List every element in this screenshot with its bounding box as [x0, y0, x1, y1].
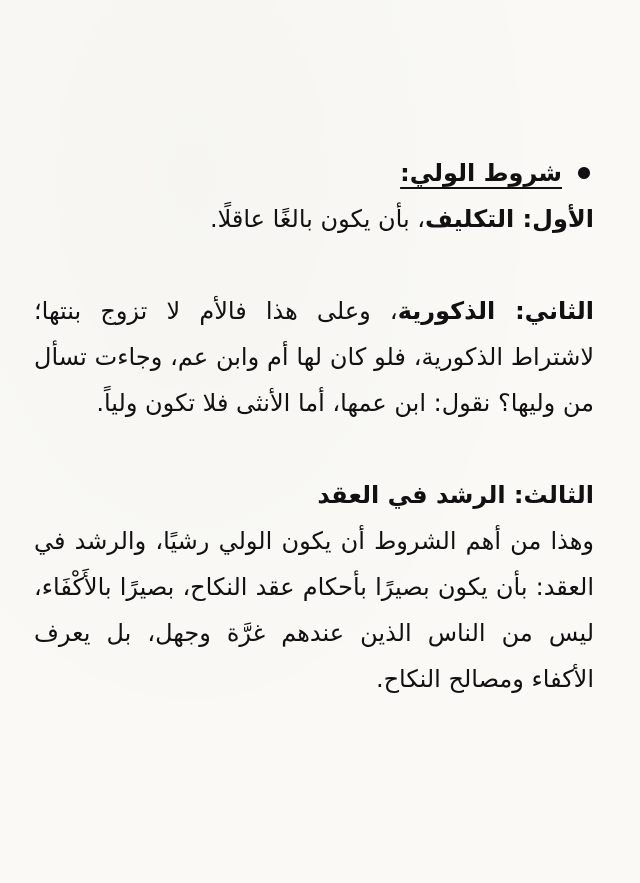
condition-1-text: ، بأن يكون بالغًا عاقلًا.: [209, 205, 426, 233]
condition-1: [34, 196, 594, 242]
document-body: [34, 150, 594, 702]
condition-3-title: الثالث: الرشد في العقد: [317, 481, 594, 509]
section-heading: شروط الولي:: [400, 159, 562, 187]
section-heading-row: [34, 150, 594, 196]
spacer: [34, 242, 594, 288]
condition-1-title: الأول: التكليف: [425, 205, 594, 233]
bullet-icon: [578, 167, 590, 179]
condition-2-text: ، وعلى هذا فالأم لا تزوج بنتها؛ لاشتراط الذكورية، فلو كان لها أم وابن عم، وجاءت تسأل من وليها؟ نقول: ابن عمها، أما الأنثى فلا تكون ولياً.: [34, 297, 594, 417]
condition-3-heading: [34, 472, 594, 518]
condition-2-title: الثاني: الذكورية: [397, 297, 594, 325]
condition-2: [34, 288, 594, 426]
condition-3-text: وهذا من أهم الشروط أن يكون الولي رشيًا، والرشد في العقد: بأن يكون بصيرًا بأحكام عقد النكاح، بصيرًا بالأَكْفَاء، ليس من الناس الذين عندهم غرَّة وجهل، بل يعرف الأكفاء ومصالح النكاح.: [34, 527, 594, 693]
spacer: [34, 426, 594, 472]
